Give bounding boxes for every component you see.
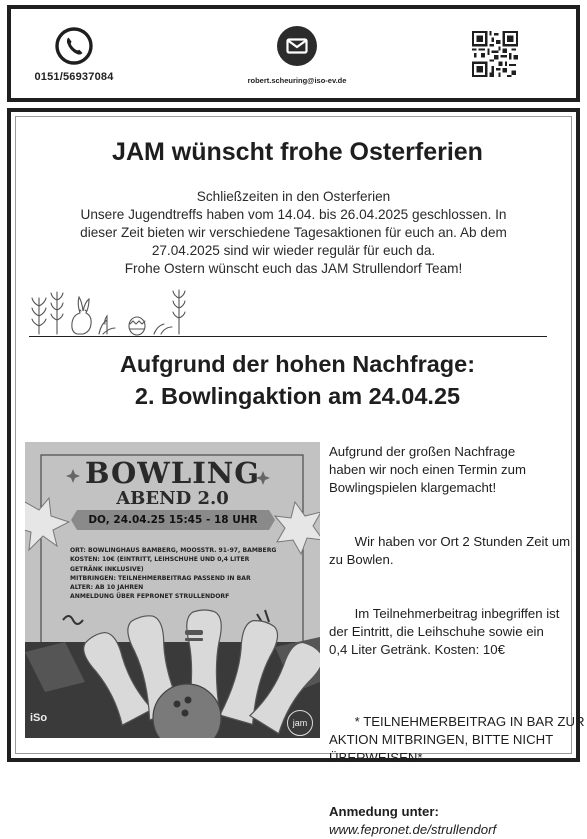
poster-detail-line: ANMELDUNG ÜBER FEPRONET STRULLENDORF	[70, 593, 230, 601]
flyer	[7, 108, 585, 837]
contact-bar	[7, 5, 580, 102]
description-paragraph	[329, 443, 569, 497]
easter-line: Schließzeiten in den Osterferien	[196, 189, 391, 204]
easter-line: dieser Zeit bieten wir verschiedene Tagesaktionen für euch an. Ab dem	[80, 225, 507, 240]
easter-title: JAM wünscht frohe Osterferien	[112, 138, 483, 166]
poster-detail-line: KOSTEN: 10€ (EINTRITT, LEIHSCHUHE UND 0,4 LITER	[70, 556, 250, 564]
text-line: haben wir noch einen Termin zum	[329, 462, 526, 477]
poster-detail-line: ORT: BOWLINGHAUS BAMBERG, MOOSSTR. 91-97, BAMBERG	[70, 547, 277, 554]
text-line: * TEILNEHMERBEITRAG IN BAR ZUR	[350, 714, 585, 729]
poster-details	[70, 546, 290, 602]
text-line: Bowlingspielen klargemacht!	[329, 480, 497, 495]
text-line: Wir haben vor Ort 2 Stunden Zeit um	[350, 534, 571, 549]
poster-title: BOWLING	[84, 456, 261, 490]
text-line: Im Teilnehmerbeitrag inbegriffen ist	[350, 606, 560, 621]
poster-detail-line: MITBRINGEN: TEILNEHMERBEITRAG PASSEND IN BAR	[70, 574, 251, 582]
qr-code	[472, 31, 518, 77]
sprig-icon	[154, 324, 172, 334]
description-paragraph	[329, 587, 569, 677]
easter-egg-icon	[129, 317, 145, 335]
sprig-icon	[51, 292, 63, 334]
bowling-description	[329, 443, 585, 839]
sprig-icon	[32, 298, 46, 334]
bowling-poster	[25, 442, 320, 738]
text-line: Aufgrund der großen Nachfrage	[329, 444, 516, 459]
rabbit-icon	[72, 297, 91, 334]
easter-doodle	[29, 288, 189, 336]
envelope-icon	[277, 26, 317, 66]
description-paragraph	[329, 695, 585, 785]
phone-icon	[54, 26, 94, 66]
sprig-icon	[173, 290, 185, 334]
poster-logo-left: iSo	[30, 712, 48, 724]
easter-line: Unsere Jugendtreffs haben vom 14.04. bis 26.04.2025 geschlossen. In	[80, 207, 507, 222]
text-line: 0,4 Liter Getränk. Kosten: 10€	[329, 642, 505, 657]
email-contact[interactable]	[237, 26, 357, 85]
easter-line: 27.04.2025 sind wir wieder regulär für euch da.	[151, 243, 436, 258]
email-address: robert.scheuring@iso-ev.de	[247, 76, 347, 85]
text-line: ÜBERWEISEN*	[329, 750, 423, 765]
text-line: der Eintritt, die Leihschuhe sowie ein	[329, 624, 544, 639]
poster-detail-line: ALTER: AB 10 JAHREN	[70, 584, 144, 592]
bowling-heading-line: 2. Bowlingaktion am 24.04.25	[134, 383, 461, 409]
register-label: Anmedung unter:	[329, 804, 439, 819]
section-divider	[29, 336, 547, 337]
phone-number: 0151/56937084	[34, 71, 114, 83]
register-link[interactable]: www.fepronet.de/strullendorf	[329, 822, 497, 837]
poster-date: DO, 24.04.25 15:45 - 18 UHR	[88, 514, 258, 526]
poster-logo-right: jam	[287, 710, 313, 736]
bowling-heading	[11, 348, 584, 412]
leaf-icon	[99, 316, 115, 334]
phone-contact[interactable]	[25, 26, 123, 83]
bowling-heading-line: Aufgrund der hohen Nachfrage:	[119, 351, 476, 377]
poster-subtitle: ABEND 2.0	[116, 488, 229, 509]
text-line: AKTION MITBRINGEN, BITTE NICHT	[329, 732, 554, 747]
text-line: zu Bowlen.	[329, 552, 394, 567]
poster-detail-line: GETRÄNK INKLUSIVE)	[70, 565, 144, 573]
easter-line: Frohe Ostern wünscht euch das JAM Strullendorf Team!	[124, 261, 463, 276]
description-paragraph	[329, 515, 569, 587]
easter-message	[31, 188, 556, 278]
